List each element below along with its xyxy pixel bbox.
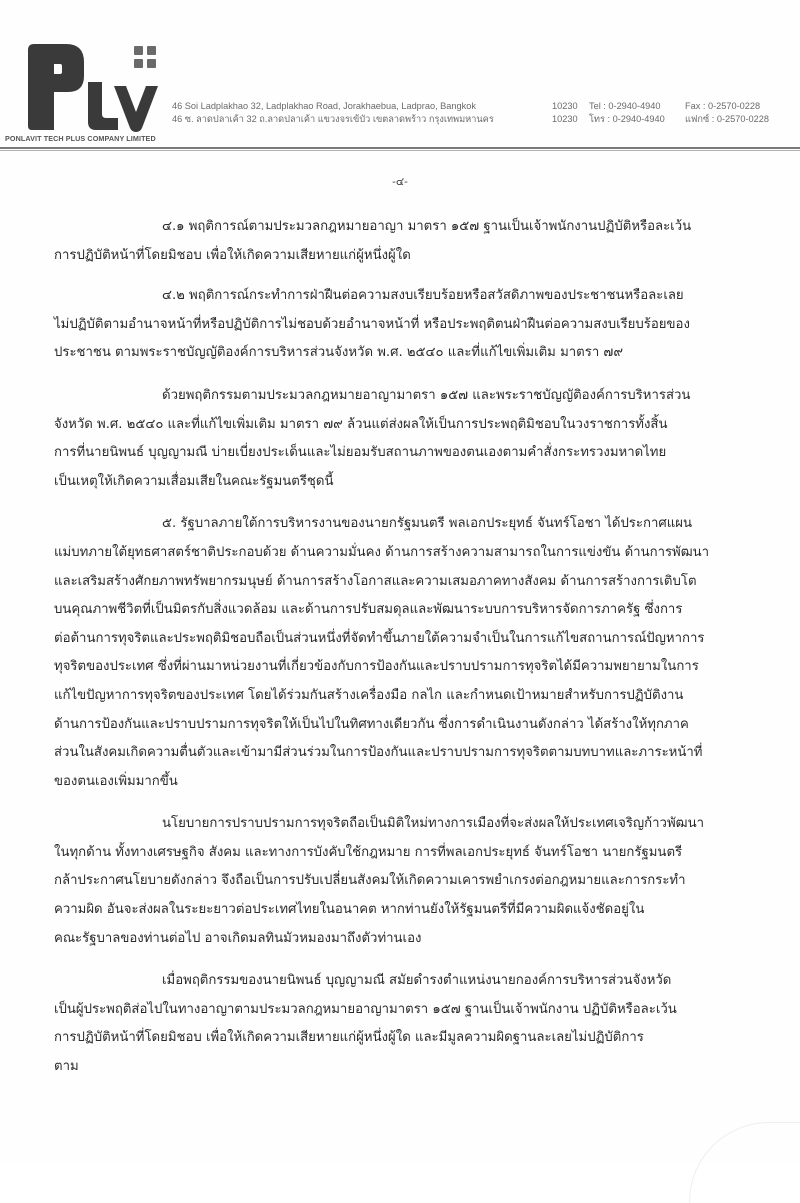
text-line: กล้าประกาศนโยบายดังกล่าว จึงถือเป็นการปรับเปลี่ยนสังคมให้เกิดความเคารพยำเกรงต่อกฎหมายและการกระทำ (54, 873, 686, 889)
text-line: นโยบายการปราบปรามการทุจริตถือเป็นมิติใหม่ทางการเมืองที่จะส่งผลให้ประเทศเจริญก้าวพัฒนา (162, 816, 704, 832)
address-row-english (172, 100, 792, 113)
text-line: ตาม (54, 1059, 79, 1075)
text-line: บนคุณภาพชีวิตที่เป็นมิตรกับสิ่งแวดล้อม และด้านการปรับสมดุลและพัฒนาระบบการบริหารจัดการภาครัฐ ซึ่งการ (54, 602, 683, 618)
text-line: แก้ไขปัญหาการทุจริตของประเทศ โดยได้ร่วมกันสร้างเครื่องมือ กลไก และกำหนดเป้าหมายสำหรับการปฏิบัติงาน (54, 687, 684, 703)
postcode: 10230 (552, 101, 578, 111)
text-line: จังหวัด พ.ศ. ๒๕๔๐ และที่แก้ไขเพิ่มเติม มาตรา ๗๙ ล้วนแต่ส่งผลให้เป็นการประพฤติมิชอบในวงราชการทั้งสิ้น (54, 416, 668, 432)
text-line: แม่บทภายใต้ยุทธศาสตร์ชาติประกอบด้วย ด้านความมั่นคง ด้านการสร้างความสามารถในการแข่งขัน ด้านการพัฒนา (54, 544, 710, 560)
fax: Fax : 0-2570-0228 (685, 101, 761, 111)
paragraph-conclusion (54, 382, 754, 496)
text-line: คณะรัฐบาลของท่านต่อไป อาจเกิดมลทินมัวหมองมาถึงตัวท่านเอง (54, 930, 422, 946)
text-line: ความผิด อันจะส่งผลในระยะยาวต่อประเทศไทยในอนาคต หากท่านยังให้รัฐมนตรีที่มีความผิดแจ้งชัดอยู่ใน (54, 902, 645, 918)
postcode: 10230 (552, 114, 578, 124)
text-line: ในทุกด้าน ทั้งทางเศรษฐกิจ สังคม และทางการบังคับใช้กฎหมาย การที่พลเอกประยุทธ์ จันทร์โอชา นายกรัฐมนตรี (54, 844, 683, 860)
address-text: 46 Soi Ladplakhao 32, Ladplakhao Road, Jorakhaebua, Ladprao, Bangkok (172, 101, 476, 111)
text-line: การปฏิบัติหน้าที่โดยมิชอบ เพื่อให้เกิดความเสียหายแก่ผู้หนึ่งผู้ใด (54, 247, 411, 263)
paragraph-4-2 (54, 282, 754, 368)
paragraph-5 (54, 510, 754, 796)
letterhead (0, 0, 800, 150)
company-name: PONLAVIT TECH PLUS COMPANY LIMITED (5, 134, 156, 143)
text-line: ด้วยพฤติกรรมตามประมวลกฎหมายอาญามาตรา ๑๕๗ และพระราชบัญญัติองค์การบริหารส่วน (162, 387, 691, 403)
fax: แฟกซ์ : 0-2570-0228 (685, 114, 769, 124)
company-logo-icon (22, 42, 162, 134)
text-line: การที่นายนิพนธ์ บุญญามณี บ่ายเบี่ยงประเด็นและไม่ยอมรับสถานภาพของตนเองตามคำสั่งกระทรวงมหาดไทย (54, 445, 667, 461)
text-line: ต่อต้านการทุจริตและประพฤติมิชอบถือเป็นส่วนหนึ่งที่จัดทำขึ้นภายใต้ความจำเป็นในการแก้ไขสถานการณ์ปัญหาการ (54, 630, 705, 646)
text-line: เมื่อพฤติกรรมของนายนิพนธ์ บุญญามณี สมัยดำรงตำแหน่งนายกองค์การบริหารส่วนจังหวัด (162, 973, 672, 989)
paragraph-final (54, 967, 754, 1081)
paragraph-4-1 (54, 213, 754, 270)
text-line: ด้านการป้องกันและปราบปรามการทุจริตให้เป็นไปในทิศทางเดียวกัน ซึ่งการดำเนินงานดังกล่าว ได้สร้างให้ทุกภาค (54, 716, 689, 732)
text-line: ของตนเองเพิ่มมากขึ้น (54, 773, 178, 789)
text-line: ๔.๒ พฤติการณ์กระทำการฝ่าฝืนต่อความสงบเรียบร้อยหรือสวัสดิภาพของประชาชนหรือละเลย (162, 288, 684, 304)
text-line: การปฏิบัติหน้าที่โดยมิชอบ เพื่อให้เกิดความเสียหายแก่ผู้หนึ่งผู้ใด และมีมูลความผิดฐานละเลยไม่ปฏิบัติการ (54, 1030, 644, 1046)
text-line: ๕. รัฐบาลภายใต้การบริหารงานของนายกรัฐมนตรี พลเอกประยุทธ์ จันทร์โอชา ได้ประกาศแผน (162, 516, 692, 532)
text-line: ประชาชน ตามพระราชบัญญัติองค์การบริหารส่วนจังหวัด พ.ศ. ๒๕๔๐ และที่แก้ไขเพิ่มเติม มาตรา ๗๙ (54, 345, 623, 361)
paragraph-policy (54, 810, 754, 953)
page-number: -๔- (392, 175, 408, 188)
text-line: ส่วนในสังคมเกิดความตื่นตัวและเข้ามามีส่วนร่วมในการป้องกันและปราบปรามการทุจริตตามบทบาทและภาระหน้าที่ (54, 745, 703, 761)
telephone: โทร : 0-2940-4940 (589, 114, 665, 124)
address-row-thai (172, 113, 792, 126)
company-address (172, 100, 792, 126)
letter-body (54, 213, 754, 1082)
letterhead-divider (0, 147, 800, 151)
text-line: เป็นผู้ประพฤติส่อไปในทางอาญาตามประมวลกฎหมายอาญามาตรา ๑๕๗ ฐานเป็นเจ้าพนักงาน ปฏิบัติหรือละเว้น (54, 1001, 677, 1017)
telephone: Tel : 0-2940-4940 (589, 101, 661, 111)
text-line: และเสริมสร้างศักยภาพทรัพยากรมนุษย์ ด้านการสร้างโอกาสและความเสมอภาคทางสังคม ด้านการสร้างการเติบโต (54, 573, 697, 589)
address-text: 46 ซ. ลาดปลาเค้า 32 ถ.ลาดปลาเค้า แขวงจรเข้บัว เขตลาดพร้าว กรุงเทพมหานคร (172, 114, 494, 124)
text-line: ๔.๑ พฤติการณ์ตามประมวลกฎหมายอาญา มาตรา ๑๕๗ ฐานเป็นเจ้าพนักงานปฏิบัติหรือละเว้น (162, 219, 692, 234)
text-line: ไม่ปฏิบัติตามอำนาจหน้าที่หรือปฏิบัติการไม่ชอบด้วยอำนาจหน้าที่ หรือประพฤติตนฝ่าฝืนต่อความสงบเรียบร้อยของ (54, 316, 690, 332)
text-line: ทุจริตของประเทศ ซึ่งที่ผ่านมาหน่วยงานที่เกี่ยวข้องกับการป้องกันและปราบปรามการทุจริตได้มีความพยายามในการ (54, 659, 699, 675)
text-line: เป็นเหตุให้เกิดความเสื่อมเสียในคณะรัฐมนตรีชุดนี้ (54, 473, 334, 489)
